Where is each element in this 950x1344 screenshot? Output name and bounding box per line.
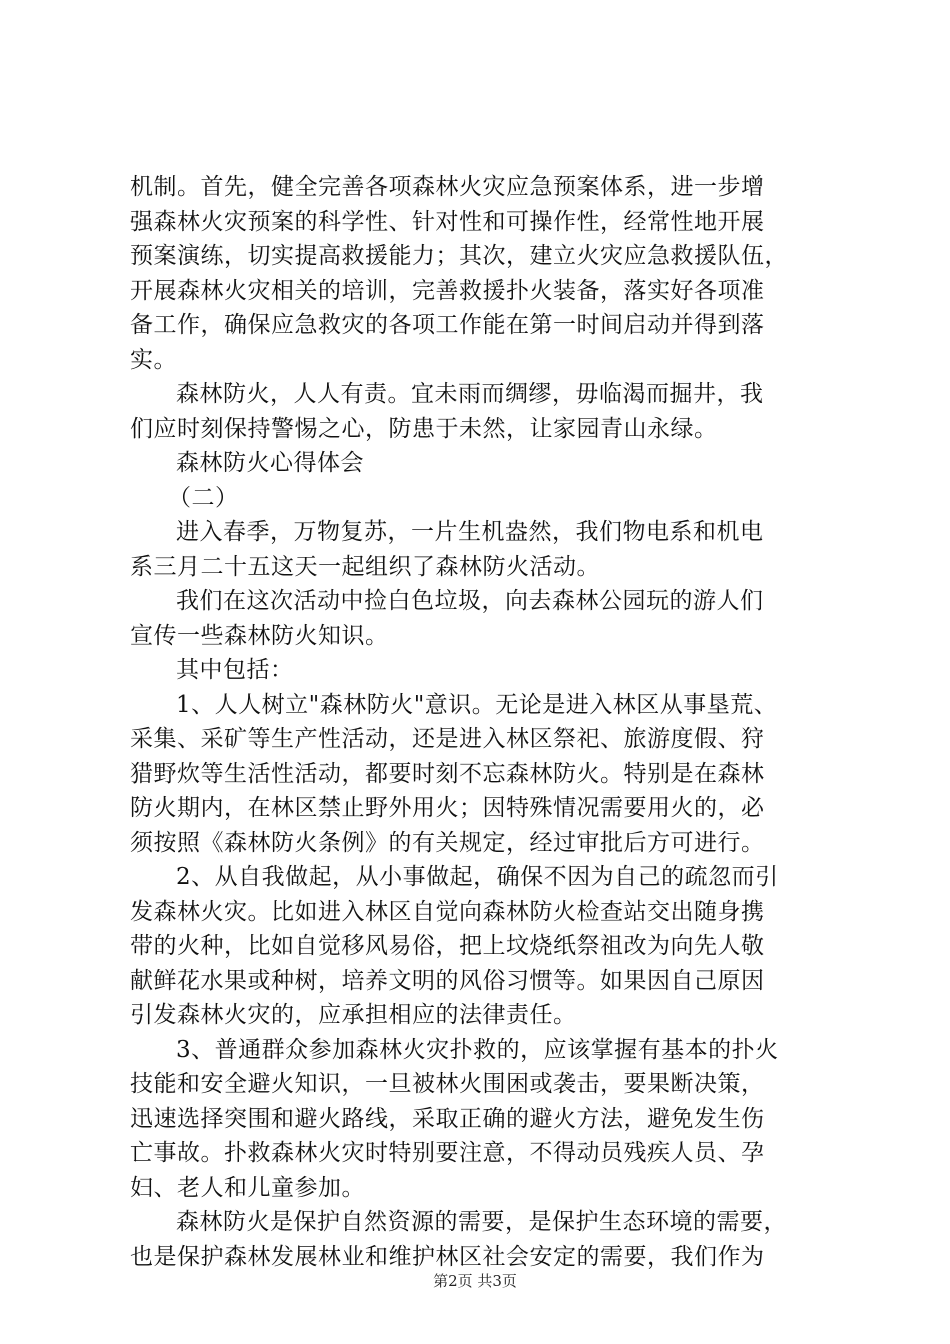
list-item-2-line: 2、从自我做起，从小事做起，确保不因为自己的疏忽而引 [176, 864, 779, 890]
list-item-3-line: 3、普通群众参加森林火灾扑救的，应该掌握有基本的扑火 [176, 1036, 779, 1063]
text-line: 采集、采矿等生产性活动，还是进入林区祭祀、旅游度假、狩 [130, 726, 765, 752]
text-line: 预案演练，切实提高救援能力；其次，建立火灾应急救援队伍， [130, 243, 788, 269]
text-line: 我们在这次活动中捡白色垃圾，向去森林公园玩的游人们 [176, 588, 764, 614]
section-title: 森林防火心得体会 [176, 450, 364, 476]
text-line: 也是保护森林发展林业和维护林区社会安定的需要，我们作为 [130, 1243, 765, 1270]
section-number: （二） [168, 484, 239, 511]
text-line: 开展森林火灾相关的培训，完善救援扑火装备，落实好各项准 [130, 277, 765, 304]
text-line: 们应时刻保持警惕之心，防患于未然，让家园青山永绿。 [130, 415, 718, 442]
text-line: 系三月二十五这天一起组织了森林防火活动。 [130, 553, 600, 580]
text-line: 妇、老人和儿童参加。 [130, 1174, 365, 1201]
text-line: 献鲜花水果或种树，培养文明的风俗习惯等。如果因自己原因 [130, 967, 765, 994]
text-line: 猎野炊等生活性活动，都要时刻不忘森林防火。特别是在森林 [130, 760, 765, 787]
text-line: 引发森林火灾的，应承担相应的法律责任。 [130, 1002, 577, 1028]
text-line: 防火期内，在林区禁止野外用火；因特殊情况需要用火的，必 [130, 795, 765, 821]
text-line: 进入春季，万物复苏，一片生机盎然，我们物电系和机电 [176, 519, 764, 545]
text-line: 发森林火灾。比如进入林区自觉向森林防火检查站交出随身携 [130, 898, 765, 925]
text-line: 迅速选择突围和避火路线，采取正确的避火方法，避免发生伤 [130, 1105, 765, 1132]
text-line: 宣传一些森林防火知识。 [130, 622, 389, 649]
text-line: 技能和安全避火知识，一旦被林火围困或袭击，要果断决策， [130, 1071, 765, 1097]
text-line: 其中包括： [176, 657, 294, 683]
page-number-footer: 第2页 共3页 [433, 1272, 517, 1290]
text-line: 强森林火灾预案的科学性、针对性和可操作性，经常性地开展 [130, 208, 765, 235]
text-line: 须按照《森林防火条例》的有关规定，经过审批后方可进行。 [130, 829, 765, 856]
text-line: 机制。首先，健全完善各项森林火灾应急预案体系，进一步增 [130, 174, 765, 200]
list-item-1-line: 1、人人树立"森林防火"意识。无论是进入林区从事垦荒、 [176, 691, 778, 718]
document-body [130, 170, 830, 1274]
text-line: 森林防火，人人有责。宜未雨而绸缪，毋临渴而掘井，我 [176, 381, 764, 407]
text-line: 备工作，确保应急救灾的各项工作能在第一时间启动并得到落 [130, 312, 765, 338]
text-line: 亡事故。扑救森林火灾时特别要注意，不得动员残疾人员、孕 [130, 1140, 765, 1166]
text-line: 带的火种，比如自觉移风易俗，把上坟烧纸祭祖改为向先人敬 [130, 933, 765, 959]
text-line: 实。 [130, 346, 177, 373]
text-line: 森林防火是保护自然资源的需要，是保护生态环境的需要， [176, 1209, 787, 1235]
